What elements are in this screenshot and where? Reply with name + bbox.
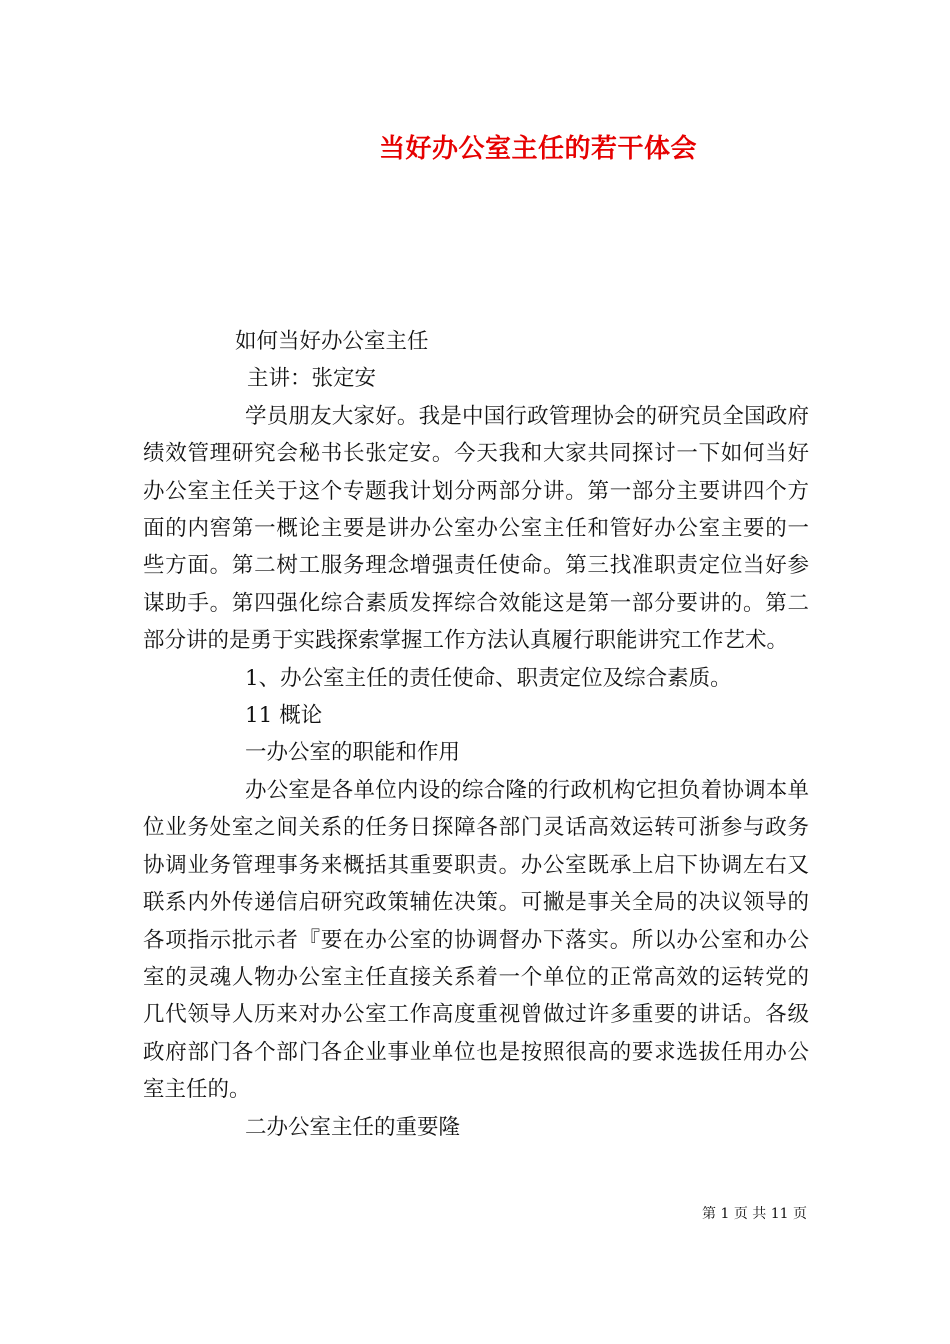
office-function-paragraph: 办公室是各单位内设的综合隆的行政机构它担负着协调本单位业务处室之间关系的任务日探障各部门灵话高效运转可浙参与政务协调业务管理事务来概括其重要职责。办公室既承上启下协调左右又联系内外传递信启研究政策辅佐决策。可撇是事关全局的决议领导的各项指示批示者『要在办公室的协调督办下落实。所以办公室和办公室的灵魂人物办公室主任直接关系着一个单位的正常高效的运转党的几代领导人历来对办公室工作高度重视曾做过许多重要的讲话。各级政府部门各个部门各企业事业单位也是按照很高的要求选拔任用办公室主任的。 — [143, 777, 809, 1103]
subsection-heading-1: 一办公室的职能和作用 — [245, 740, 461, 766]
lecture-heading: 如何当好办公室主任 — [235, 329, 429, 354]
page-number-footer: 第 1 页 共 11 页 — [702, 1206, 807, 1222]
section-heading-1: 1、办公室主任的责任使命、职责定位及综合素质。 — [245, 665, 732, 691]
section-heading-1-1: 11 概论 — [245, 703, 323, 729]
speaker-line: 主讲：张定安 — [247, 366, 377, 392]
document-body — [143, 323, 809, 1146]
document-title: 当好办公室主任的若干体会 — [378, 134, 697, 164]
intro-paragraph: 学员朋友大家好。我是中国行政管理协会的研究员全国政府绩效管理研究会秘书长张定安。今天我和大家共同探讨一下如何当好办公室主任关于这个专题我计划分两部分讲。第一部分主要讲四个方面的内窖第一概论主要是讲办公室办公室主任和管好办公室主要的一些方面。第二树工服务理念增强责任使命。第三找准职责定位当好参谋助手。第四强化综合素质发挥综合效能这是第一部分要讲的。第二部分讲的是勇于实践探索掌握工作方法认真履行职能讲究工作艺术。 — [143, 403, 809, 654]
subsection-heading-2: 二办公室主任的重要隆 — [245, 1114, 461, 1140]
